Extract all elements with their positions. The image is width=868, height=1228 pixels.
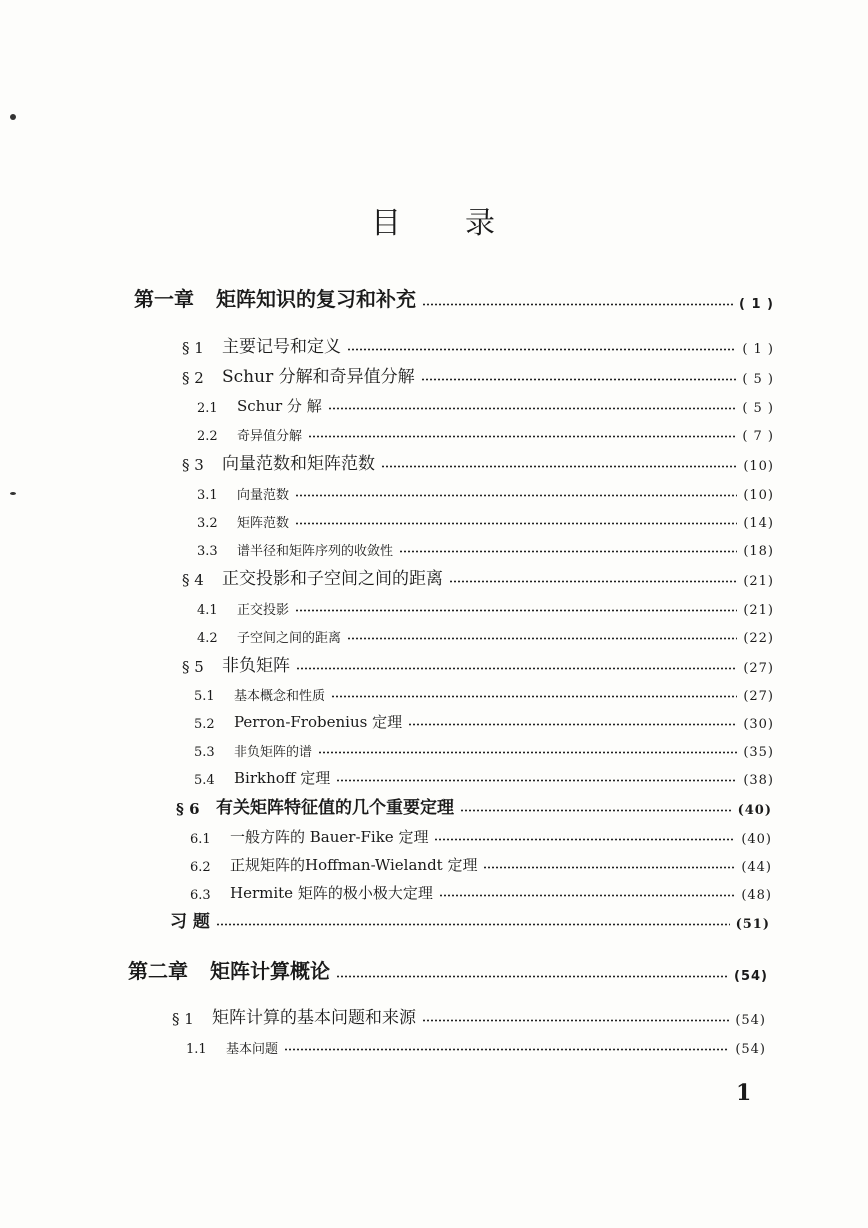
page-ref: (44) [741, 860, 772, 875]
page-ref: (35) [743, 745, 774, 760]
dot-leader [422, 303, 733, 306]
dot-leader [408, 723, 737, 726]
subsection-title: Perron-Frobenius 定理 [234, 713, 403, 731]
page-ref: ( 7 ) [742, 429, 774, 444]
subsection-number: 3.1 [197, 488, 218, 503]
toc-subsection-2-1[interactable] [197, 392, 774, 416]
dot-leader [336, 975, 728, 978]
subsection-title: Hermite 矩阵的极小极大定理 [230, 884, 433, 902]
dot-leader [331, 695, 737, 698]
subsection-title: 矩阵范数 [237, 516, 290, 531]
toc-section-6[interactable] [176, 794, 772, 818]
subsection-title: 谱半径和矩阵序列的收敛性 [237, 544, 394, 559]
toc-ch2-subsection-1-1[interactable] [186, 1033, 766, 1057]
subsection-number: 2.2 [197, 429, 218, 444]
dot-leader [421, 378, 737, 381]
subsection-number: 2.1 [197, 401, 218, 416]
page-ref: (10) [743, 459, 774, 474]
subsection-number: 6.2 [190, 860, 211, 875]
subsection-number: 3.2 [197, 516, 218, 531]
toc-subsection-3-1[interactable] [197, 479, 774, 503]
subsection-number: 5.3 [194, 745, 215, 760]
subsection-title: 基本问题 [226, 1042, 279, 1057]
subsection-title: 子空间之间的距离 [237, 631, 342, 646]
page-ref: ( 1 ) [739, 297, 774, 312]
page-ref: (54) [735, 1013, 766, 1028]
section-number: § 1 [182, 339, 204, 357]
dot-leader [347, 348, 736, 351]
page-ref: (30) [743, 717, 774, 732]
page-ref: (27) [743, 661, 774, 676]
subsection-number: 4.2 [197, 631, 218, 646]
dot-leader [295, 494, 737, 497]
page-number: 1 [736, 1080, 752, 1106]
dot-leader [284, 1048, 729, 1051]
subsection-number: 6.1 [190, 832, 211, 847]
page-ref: (14) [743, 516, 774, 531]
page-ref: (40) [741, 832, 772, 847]
section-title: 主要记号和定义 [222, 337, 341, 357]
page-ref: (27) [743, 689, 774, 704]
subsection-title: 基本概念和性质 [234, 689, 326, 704]
scan-speck [10, 492, 16, 495]
section-title: 正交投影和子空间之间的距离 [222, 569, 443, 589]
dot-leader [336, 779, 737, 782]
page-ref: (21) [743, 574, 774, 589]
toc-subsection-5-4[interactable] [194, 764, 774, 788]
dot-leader [381, 465, 737, 468]
section-title: 非负矩阵 [222, 656, 290, 676]
subsection-number: 5.1 [194, 689, 215, 704]
toc-exercises[interactable] [170, 908, 770, 932]
toc-subsection-6-1[interactable] [190, 823, 772, 847]
dot-leader [318, 751, 737, 754]
section-number: § 4 [182, 571, 204, 589]
subsection-number: 5.4 [194, 773, 215, 788]
toc-subsection-6-3[interactable] [190, 879, 772, 903]
toc-subsection-3-2[interactable] [197, 507, 774, 531]
exercises-title: 习 题 [170, 912, 210, 932]
dot-leader [449, 580, 737, 583]
section-number: § 6 [176, 800, 200, 818]
section-number: § 2 [182, 369, 204, 387]
scan-speck [10, 114, 16, 120]
toc-subsection-4-2[interactable] [197, 622, 774, 646]
toc-subsection-2-2[interactable] [197, 420, 774, 444]
page-ref: (22) [743, 631, 774, 646]
dot-leader [308, 435, 736, 438]
dot-leader [347, 637, 737, 640]
toc-ch2-section-1[interactable] [172, 1004, 766, 1028]
toc-chapter-1[interactable] [134, 288, 774, 312]
chapter-number: 第二章 [128, 959, 188, 983]
page-ref: (54) [735, 1042, 766, 1057]
section-number: § 3 [182, 456, 204, 474]
page-ref: (38) [743, 773, 774, 788]
dot-leader [295, 609, 737, 612]
subsection-title: 正交投影 [237, 603, 290, 618]
chapter-number: 第一章 [134, 287, 194, 311]
dot-leader [328, 407, 737, 410]
subsection-title: 向量范数 [237, 488, 290, 503]
subsection-number: 1.1 [186, 1042, 207, 1057]
section-number: § 5 [182, 658, 204, 676]
page-ref: (21) [743, 603, 774, 618]
dot-leader [460, 809, 732, 812]
page-ref: ( 1 ) [742, 342, 774, 357]
section-title: 矩阵计算的基本问题和来源 [212, 1008, 416, 1028]
dot-leader [216, 923, 730, 926]
chapter-title: 矩阵知识的复习和补充 [216, 287, 416, 311]
dot-leader [295, 522, 737, 525]
toc-section-4[interactable] [182, 565, 774, 589]
page-ref: (18) [743, 544, 774, 559]
page-ref: (51) [735, 917, 770, 932]
toc-subsection-5-3[interactable] [194, 736, 774, 760]
subsection-number: 6.3 [190, 888, 211, 903]
toc-section-3[interactable] [182, 450, 774, 474]
section-title: 向量范数和矩阵范数 [222, 454, 375, 474]
page-ref: ( 5 ) [742, 372, 774, 387]
subsection-title: 正规矩阵的Hoffman-Wielandt 定理 [230, 856, 478, 874]
dot-leader [399, 550, 737, 553]
subsection-number: 4.1 [197, 603, 218, 618]
dot-leader [439, 894, 735, 897]
toc-section-5[interactable] [182, 652, 774, 676]
dot-leader [296, 667, 737, 670]
title-char-1: 目 [371, 206, 403, 241]
title-char-2: 录 [465, 206, 497, 241]
subsection-number: 5.2 [194, 717, 215, 732]
toc-subsection-6-2[interactable] [190, 851, 772, 875]
subsection-number: 3.3 [197, 544, 218, 559]
toc-subsection-4-1[interactable] [197, 594, 774, 618]
toc-section-1[interactable] [182, 333, 774, 357]
dot-leader [483, 866, 735, 869]
section-title: 有关矩阵特征值的几个重要定理 [216, 798, 454, 818]
page-title [0, 198, 868, 242]
section-title: Schur 分解和奇异值分解 [222, 367, 415, 387]
chapter-title: 矩阵计算概论 [210, 959, 330, 983]
subsection-title: Schur 分 解 [237, 397, 322, 415]
page-ref: (54) [734, 969, 768, 984]
dot-leader [422, 1019, 729, 1022]
subsection-title: 非负矩阵的谱 [234, 745, 313, 760]
page-ref: (40) [737, 803, 772, 818]
subsection-title: 奇异值分解 [237, 429, 303, 444]
section-number: § 1 [172, 1010, 194, 1028]
subsection-title: Birkhoff 定理 [234, 769, 331, 787]
page-ref: (48) [741, 888, 772, 903]
page-ref: (10) [743, 488, 774, 503]
subsection-title: 一般方阵的 Bauer-Fike 定理 [230, 828, 429, 846]
toc-section-2[interactable] [182, 363, 774, 387]
toc-subsection-3-3[interactable] [197, 535, 774, 559]
dot-leader [434, 838, 735, 841]
page-ref: ( 5 ) [742, 401, 774, 416]
toc-subsection-5-2[interactable] [194, 708, 774, 732]
toc-subsection-5-1[interactable] [194, 680, 774, 704]
toc-chapter-2[interactable] [128, 960, 768, 984]
